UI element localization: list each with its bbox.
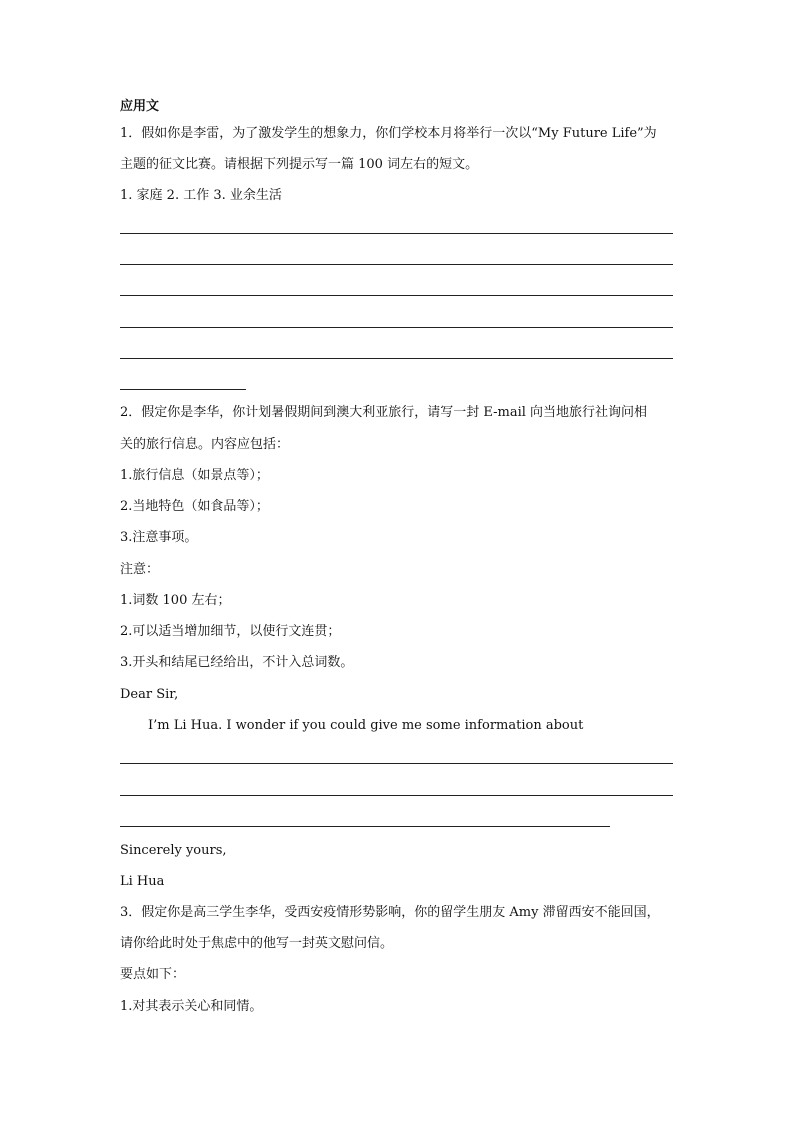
q3-prompt-line1: 3．假定你是高三学生李华，受西安疫情形势影响，你的留学生朋友 Amy 滞留西安不能回国， bbox=[120, 905, 660, 920]
q2-content-item: 2.当地特色（如食品等）； bbox=[120, 499, 269, 514]
letter-greeting: Dear Sir, bbox=[120, 687, 179, 702]
answer-line bbox=[120, 295, 673, 296]
answer-line bbox=[120, 795, 673, 796]
q2-note: 3.开头和结尾已经给出，不计入总词数。 bbox=[120, 655, 354, 670]
letter-closing: Sincerely yours, bbox=[120, 843, 227, 858]
q1-points: 1. 家庭 2. 工作 3. 业余生活 bbox=[120, 188, 282, 203]
q3-point: 1.对其表示关心和同情。 bbox=[120, 999, 263, 1014]
answer-line bbox=[120, 233, 673, 234]
q2-prompt-line1: 2．假定你是李华，你计划暑假期间到澳大利亚旅行，请写一封 E-mail 向当地旅行社询问相 bbox=[120, 405, 648, 420]
q2-note: 1.词数 100 左右； bbox=[120, 593, 231, 608]
q2-prompt-line2: 关的旅行信息。内容应包括： bbox=[120, 437, 290, 452]
letter-opening: I’m Li Hua. I wonder if you could give me some information about bbox=[148, 718, 584, 733]
q2-content-item: 1.旅行信息（如景点等）； bbox=[120, 468, 269, 483]
q3-prompt-line2: 请你给此时处于焦虑中的他写一封英文慰问信。 bbox=[120, 936, 394, 951]
q2-notes-label: 注意： bbox=[120, 562, 160, 577]
letter-signature: Li Hua bbox=[120, 874, 165, 889]
q3-points-label: 要点如下： bbox=[120, 967, 186, 982]
section-title: 应用文 bbox=[120, 99, 160, 114]
answer-line-short bbox=[120, 389, 246, 390]
q1-prompt-line1: 1．假如你是李雷，为了激发学生的想象力，你们学校本月将举行一次以“My Future Life”为 bbox=[120, 126, 657, 141]
q2-note: 2.可以适当增加细节，以使行文连贯； bbox=[120, 624, 341, 639]
q2-content-item: 3.注意事项。 bbox=[120, 530, 198, 545]
answer-line bbox=[120, 358, 673, 359]
q1-prompt-line2: 主题的征文比赛。请根据下列提示写一篇 100 词左右的短文。 bbox=[120, 157, 479, 172]
answer-line bbox=[120, 264, 673, 265]
answer-line bbox=[120, 826, 610, 827]
answer-line bbox=[120, 327, 673, 328]
answer-line bbox=[120, 763, 673, 764]
